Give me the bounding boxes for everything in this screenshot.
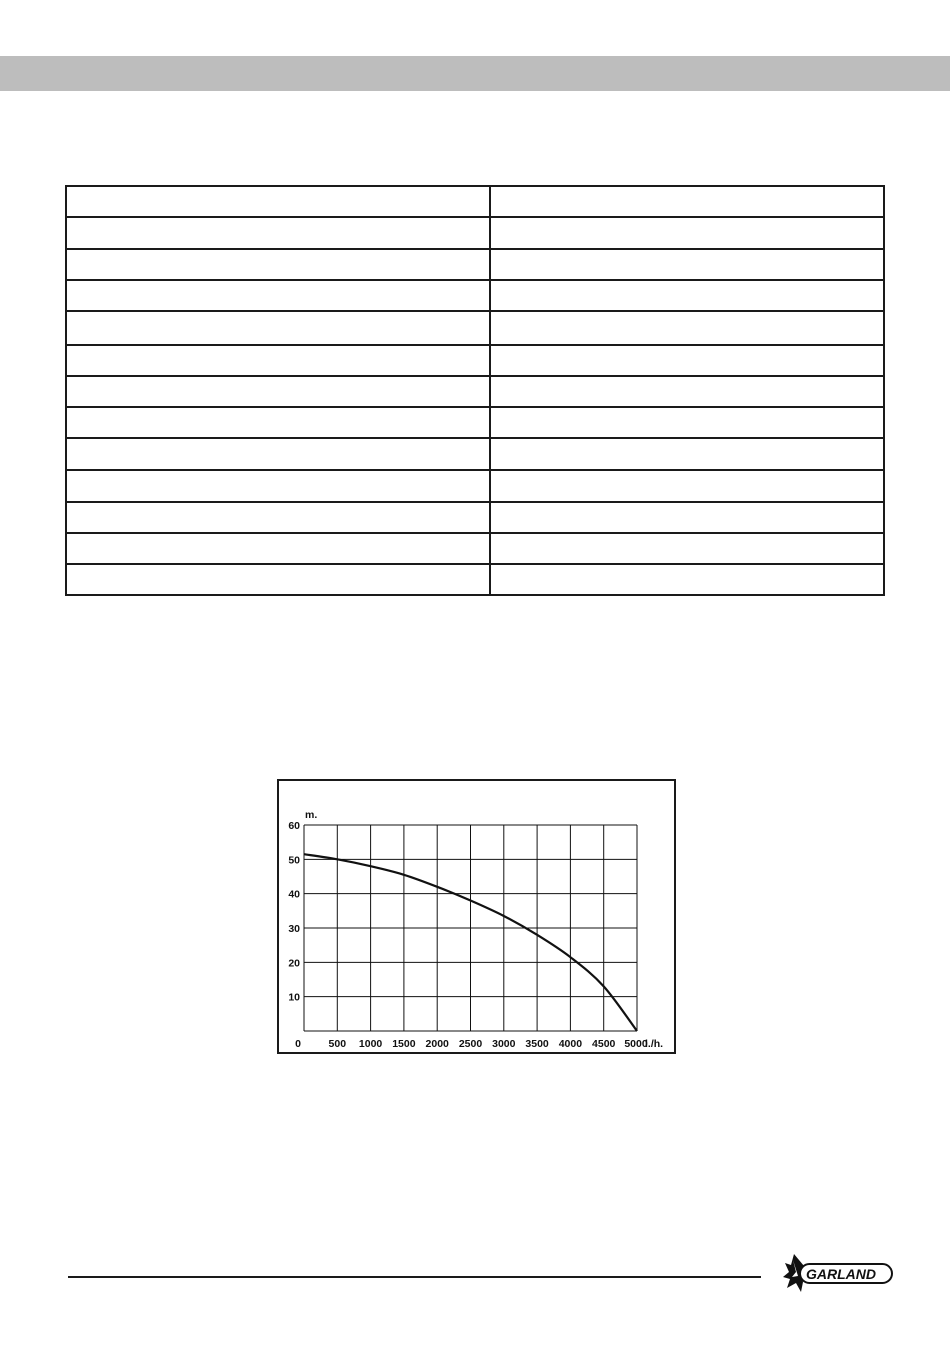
table-row (66, 217, 884, 249)
x-tick-label: 2000 (425, 1038, 449, 1050)
spec-key-cell (66, 470, 490, 502)
spec-value-cell (490, 438, 884, 470)
logo-wordmark: GARLAND (806, 1266, 876, 1282)
table-row (66, 376, 884, 407)
spec-key-cell (66, 345, 490, 376)
spec-value-cell (490, 345, 884, 376)
x-tick-label: 2500 (458, 1038, 483, 1050)
x-axis-label: l./h. (645, 1038, 664, 1050)
spec-key-cell (66, 249, 490, 280)
x-tick-label: 1500 (392, 1038, 416, 1050)
y-tick-label: 10 (288, 991, 300, 1004)
spec-key-cell (66, 311, 490, 345)
table-row (66, 249, 884, 280)
spec-key-cell (66, 186, 490, 217)
spec-value-cell (490, 186, 884, 217)
table-row (66, 438, 884, 470)
spec-value-cell (490, 217, 884, 249)
garland-logo (780, 1250, 895, 1294)
chart-plot (279, 781, 674, 1052)
table-row (66, 311, 884, 345)
spec-value-cell (490, 470, 884, 502)
spec-value-cell (490, 280, 884, 311)
footer-rule (68, 1276, 761, 1278)
y-tick-label: 40 (288, 888, 300, 901)
spec-key-cell (66, 376, 490, 407)
spec-key-cell (66, 564, 490, 595)
x-tick-label: 500 (328, 1038, 347, 1050)
spec-value-cell (490, 502, 884, 533)
spec-value-cell (490, 311, 884, 345)
spec-key-cell (66, 217, 490, 249)
table-row (66, 470, 884, 502)
spec-value-cell (490, 564, 884, 595)
spec-key-cell (66, 533, 490, 564)
table-row (66, 533, 884, 564)
pump-performance-chart (277, 779, 676, 1054)
x-tick-label: 3000 (492, 1038, 516, 1050)
x-tick-label: 4500 (592, 1038, 616, 1050)
spec-key-cell (66, 502, 490, 533)
spec-value-cell (490, 533, 884, 564)
spec-value-cell (490, 407, 884, 438)
table-row (66, 502, 884, 533)
y-axis-label: m. (305, 809, 318, 821)
spec-key-cell (66, 280, 490, 311)
specifications-table (65, 185, 885, 596)
spec-value-cell (490, 376, 884, 407)
y-tick-label: 30 (288, 923, 300, 935)
x-tick-label: 4000 (558, 1038, 583, 1050)
table-row (66, 280, 884, 311)
table-row (66, 564, 884, 595)
x-tick-label: 0 (295, 1038, 301, 1050)
x-tick-label: 3500 (525, 1038, 549, 1050)
table-row (66, 186, 884, 217)
table-row (66, 407, 884, 438)
table-row (66, 345, 884, 376)
spec-value-cell (490, 249, 884, 280)
y-tick-label: 60 (288, 820, 300, 832)
x-tick-label: 5000 (624, 1038, 648, 1050)
header-band (0, 56, 950, 91)
x-tick-label: 1000 (358, 1038, 383, 1050)
y-tick-label: 20 (288, 957, 300, 970)
y-tick-label: 50 (288, 854, 300, 867)
spec-key-cell (66, 407, 490, 438)
spec-key-cell (66, 438, 490, 470)
